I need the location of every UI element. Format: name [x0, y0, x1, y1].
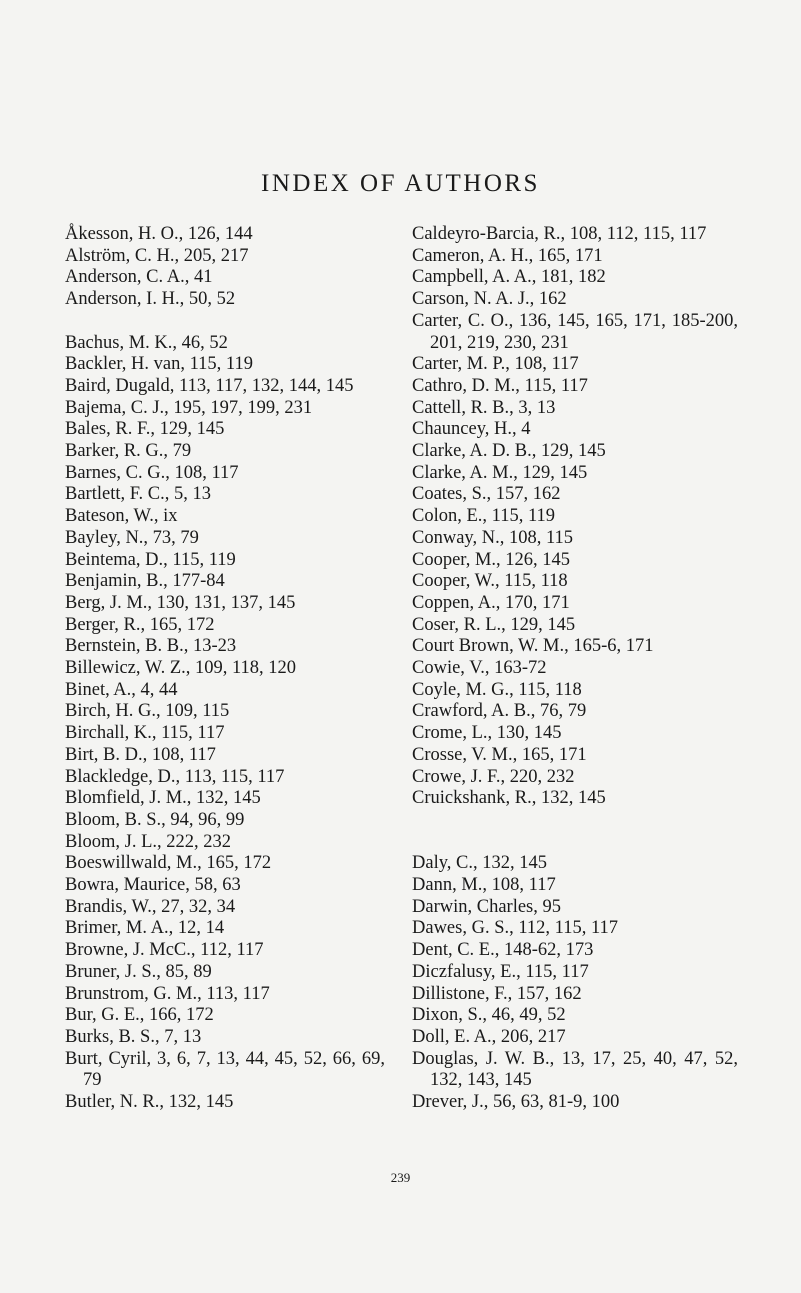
index-entry: Cruickshank, R., 132, 145	[412, 788, 606, 809]
index-entry: Bruner, J. S., 85, 89	[65, 961, 212, 982]
index-entry: Birch, H. G., 109, 115	[65, 701, 230, 722]
index-entry: Cameron, A. H., 165, 171	[412, 245, 603, 266]
index-entry: Birchall, K., 115, 117	[65, 723, 225, 744]
index-entry: Browne, J. McC., 112, 117	[65, 940, 264, 961]
index-entry: Anderson, I. H., 50, 52	[65, 289, 236, 310]
index-entry: Bartlett, F. C., 5, 13	[65, 484, 212, 505]
index-entry: Cooper, M., 126, 145	[412, 549, 571, 570]
index-entry: Cattell, R. B., 3, 13	[412, 397, 556, 418]
index-entry: Barnes, C. G., 108, 117	[65, 462, 239, 483]
index-entry: Barker, R. G., 79	[65, 441, 192, 462]
index-entry: Backler, H. van, 115, 119	[65, 354, 253, 375]
page-number: 239	[390, 1170, 411, 1185]
index-entry: Diczfalusy, E., 115, 117	[412, 961, 589, 982]
index-entry: Bloom, J. L., 222, 232	[65, 831, 231, 852]
index-entry: Boeswillwald, M., 165, 172	[65, 853, 272, 874]
index-entry: Clarke, A. D. B., 129, 145	[412, 441, 606, 462]
index-entry: Colon, E., 115, 119	[412, 506, 556, 527]
index-entry: Darwin, Charles, 95	[412, 896, 561, 917]
index-entry: Bloom, B. S., 94, 96, 99	[65, 809, 245, 830]
index-entry: Coppen, A., 170, 171	[412, 592, 570, 613]
index-entry: Drever, J., 56, 63, 81-9, 100	[412, 1092, 620, 1113]
index-entry: Cowie, V., 163-72	[412, 658, 547, 679]
index-entry: Carter, M. P., 108, 117	[412, 354, 579, 375]
index-entry: Butler, N. R., 132, 145	[65, 1092, 234, 1113]
index-entry: Campbell, A. A., 181, 182	[412, 267, 606, 288]
index-entry: Dillistone, F., 157, 162	[412, 983, 582, 1004]
index-entry: Binet, A., 4, 44	[65, 679, 178, 700]
index-entry: Baird, Dugald, 113, 117, 132, 144, 145	[65, 375, 354, 396]
index-entry: Dawes, G. S., 112, 115, 117	[412, 918, 619, 939]
index-entry: Daly, C., 132, 145	[412, 853, 547, 874]
index-entry: Crome, L., 130, 145	[412, 723, 562, 744]
index-entry: Bayley, N., 73, 79	[65, 527, 199, 548]
index-entry: Berg, J. M., 130, 131, 137, 145	[65, 592, 296, 613]
page-title: INDEX OF AUTHORS	[261, 170, 540, 197]
index-entry: Bales, R. F., 129, 145	[65, 419, 225, 440]
letter-gap	[412, 810, 738, 853]
index-entry: Bachus, M. K., 46, 52	[65, 332, 228, 353]
index-entry: Billewicz, W. Z., 109, 118, 120	[65, 658, 297, 679]
index-entry: Bernstein, B. B., 13-23	[65, 636, 237, 657]
index-entry: Benjamin, B., 177-84	[65, 571, 225, 592]
index-entry: Chauncey, H., 4	[412, 419, 531, 440]
index-entry: Burt, Cyril, 3, 6, 7, 13, 44, 45, 52, 66, 69, 79	[65, 1048, 385, 1091]
index-entry: Crawford, A. B., 76, 79	[412, 701, 587, 722]
index-entry: Anderson, C. A., 41	[65, 267, 213, 288]
index-entry: Caldeyro-Barcia, R., 108, 112, 115, 117	[412, 224, 707, 244]
index-entry: Dent, C. E., 148-62, 173	[412, 940, 594, 961]
index-entry: Coyle, M. G., 115, 118	[412, 679, 582, 700]
index-entry: Coser, R. L., 129, 145	[412, 614, 576, 635]
index-entry: Carter, C. O., 136, 145, 165, 171, 185-200, 201, 219, 230, 231	[412, 310, 738, 353]
index-entry: Douglas, J. W. B., 13, 17, 25, 40, 47, 52, 132, 143, 145	[412, 1048, 738, 1091]
index-entry: Bateson, W., ix	[65, 506, 178, 527]
index-entry: Cooper, W., 115, 118	[412, 571, 568, 592]
index-entry: Bur, G. E., 166, 172	[65, 1005, 214, 1026]
index-entry: Beintema, D., 115, 119	[65, 549, 236, 570]
index-entry: Brunstrom, G. M., 113, 117	[65, 983, 270, 1004]
index-entry: Brimer, M. A., 12, 14	[65, 918, 225, 939]
index-entry: Crowe, J. F., 220, 232	[412, 766, 575, 787]
letter-gap	[65, 311, 385, 333]
index-entry: Alström, C. H., 205, 217	[65, 245, 249, 266]
index-entry: Birt, B. D., 108, 117	[65, 744, 216, 765]
index-entry: Åkesson, H. O., 126, 144	[65, 224, 253, 244]
index-entry: Coates, S., 157, 162	[412, 484, 561, 505]
index-entry: Doll, E. A., 206, 217	[412, 1027, 566, 1047]
index-entry: Cathro, D. M., 115, 117	[412, 375, 588, 396]
index-entry: Dann, M., 108, 117	[412, 875, 556, 896]
index-entry: Brandis, W., 27, 32, 34	[65, 896, 236, 917]
index-entry: Burks, B. S., 7, 13	[65, 1027, 202, 1047]
index-entry: Bowra, Maurice, 58, 63	[65, 875, 241, 896]
index-entry: Conway, N., 108, 115	[412, 527, 574, 548]
index-entry: Dixon, S., 46, 49, 52	[412, 1005, 566, 1026]
index-column-left	[65, 224, 385, 1114]
index-entry: Crosse, V. M., 165, 171	[412, 744, 587, 765]
index-column-right	[412, 224, 738, 1114]
index-entry: Bajema, C. J., 195, 197, 199, 231	[65, 397, 313, 418]
index-entry: Carson, N. A. J., 162	[412, 289, 567, 310]
index-entry: Blackledge, D., 113, 115, 117	[65, 766, 285, 787]
index-entry: Clarke, A. M., 129, 145	[412, 462, 588, 483]
index-entry: Berger, R., 165, 172	[65, 614, 215, 635]
index-entry: Blomfield, J. M., 132, 145	[65, 788, 261, 809]
index-entry: Court Brown, W. M., 165-6, 171	[412, 636, 654, 657]
